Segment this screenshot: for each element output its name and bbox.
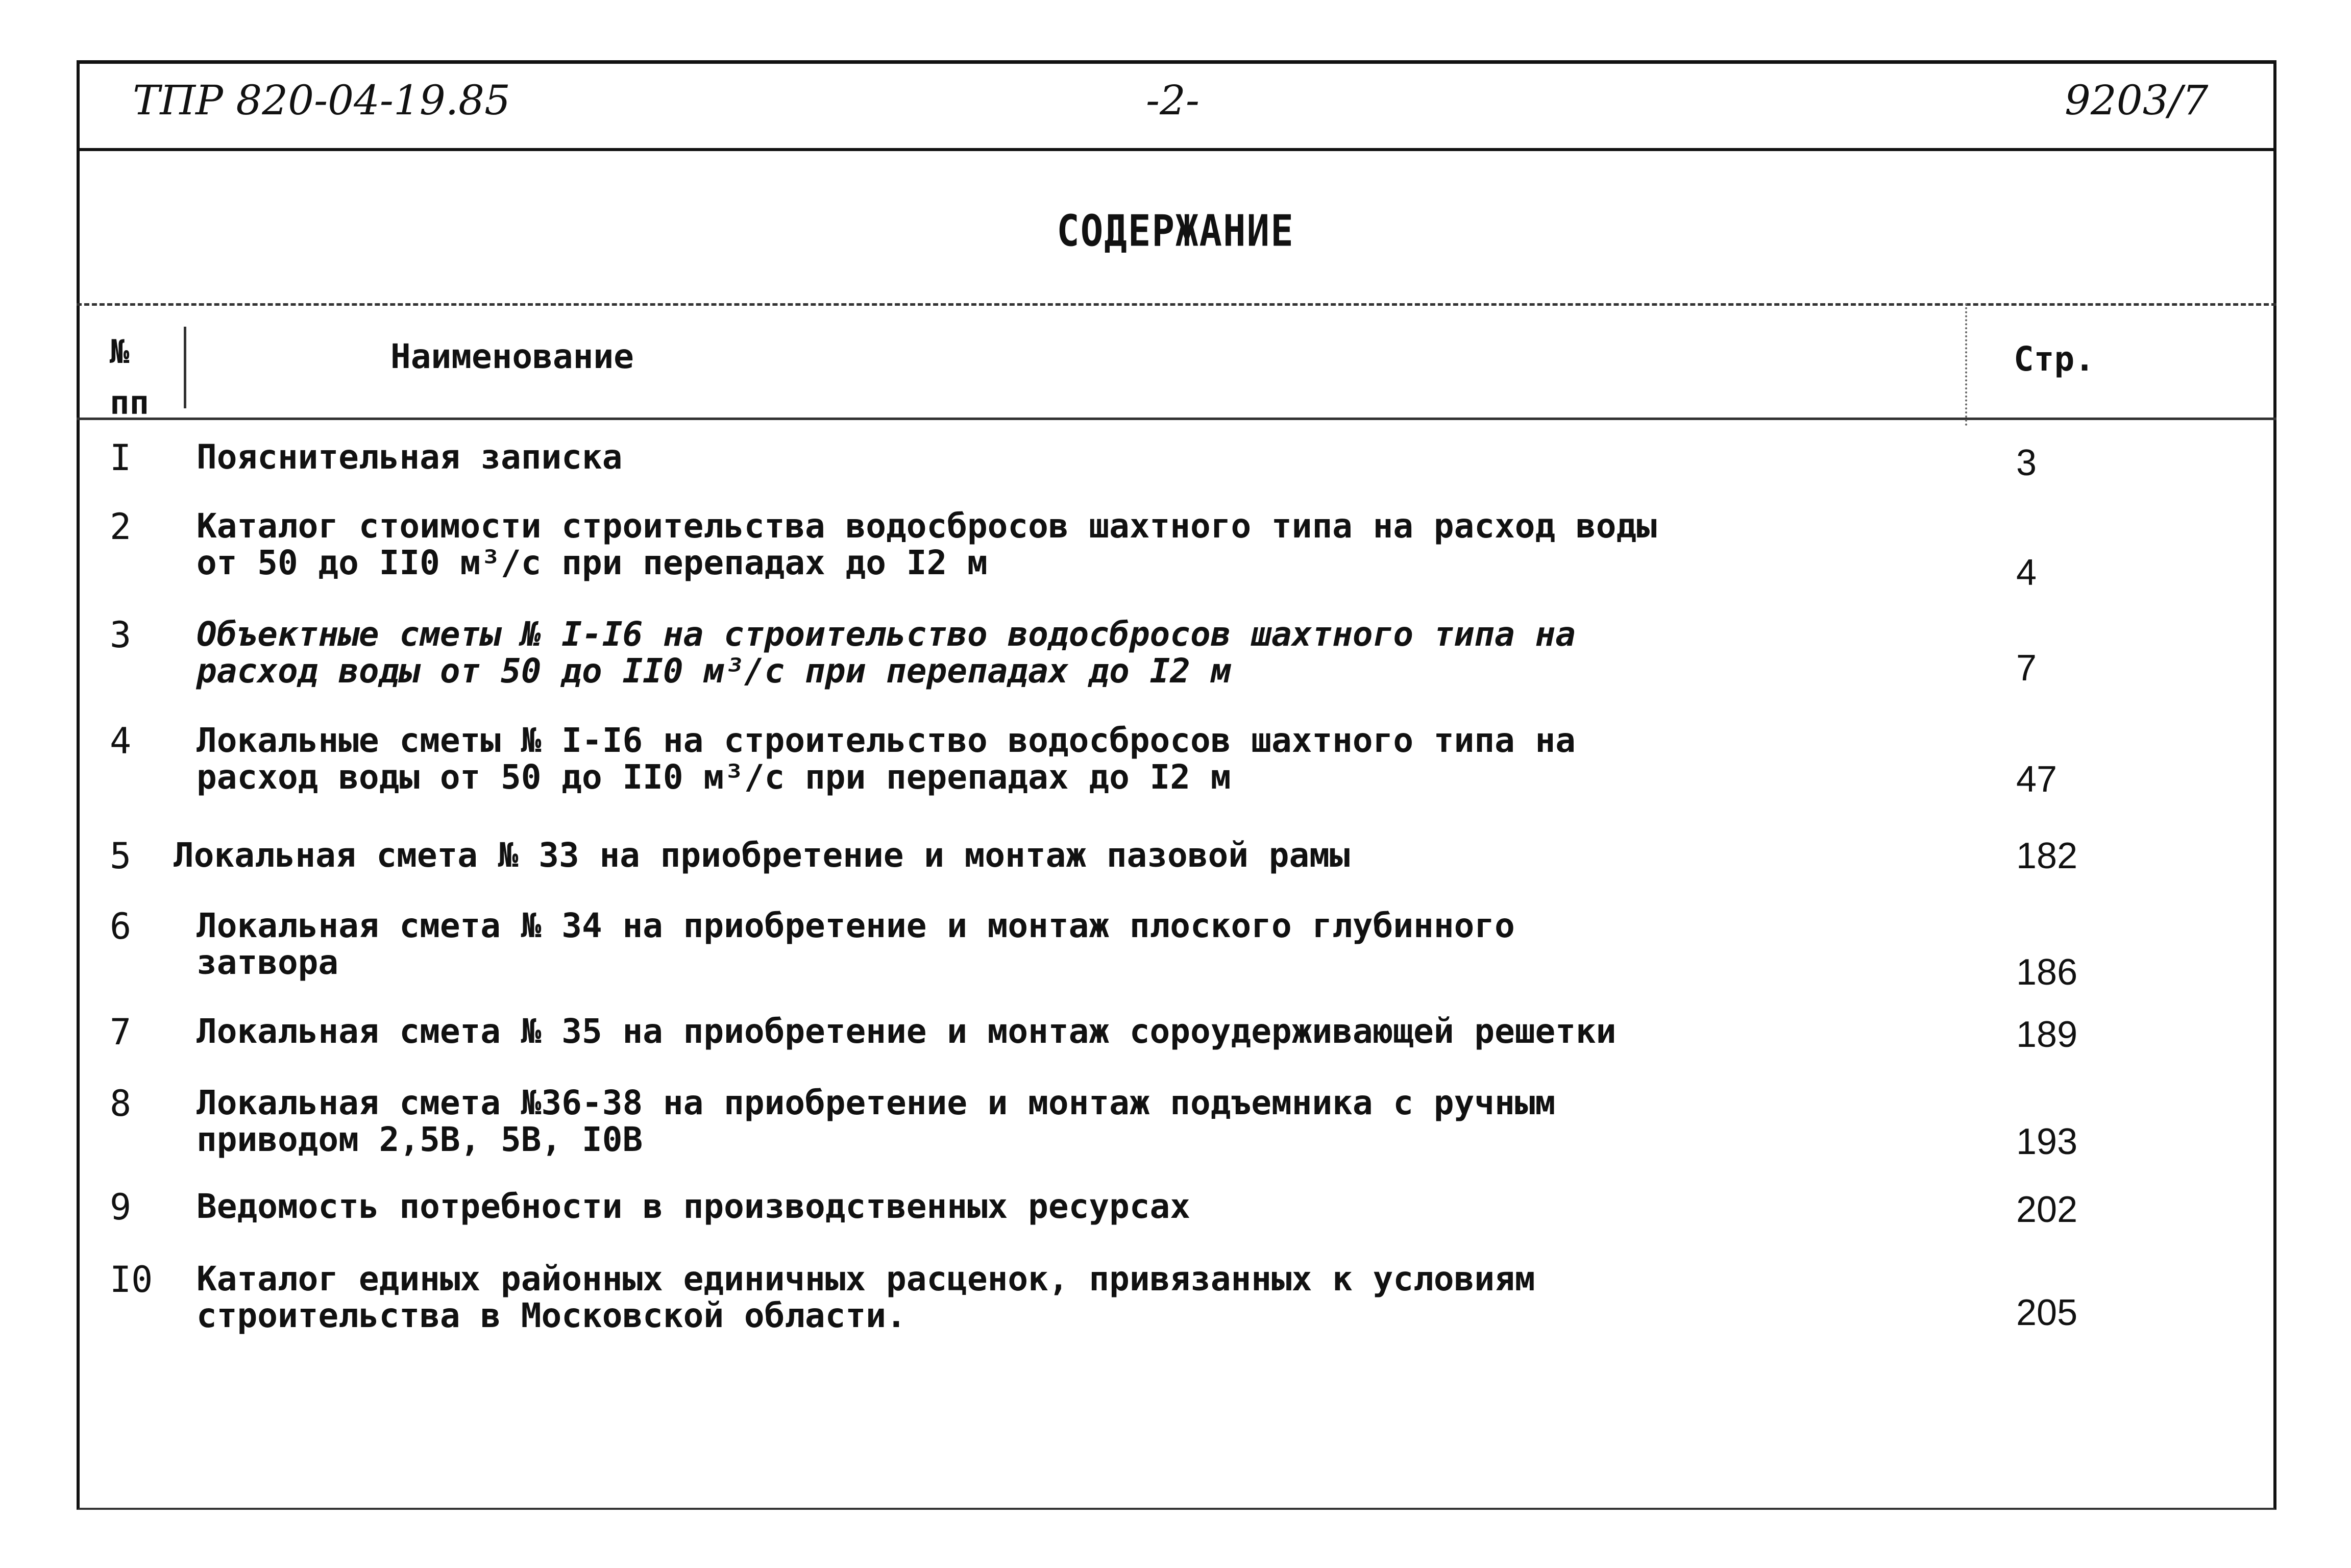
column-header-page: Стр. (2014, 339, 2095, 379)
row-number: 2 (110, 506, 132, 548)
header-divider (77, 148, 2276, 151)
column-separator (1965, 303, 1967, 426)
row-number: 3 (110, 614, 132, 656)
page-number: -2- (1146, 77, 1199, 124)
row-page: 3 (2016, 443, 2037, 483)
row-page: 47 (2016, 759, 2058, 800)
row-page: 193 (2016, 1121, 2078, 1162)
row-title: Объектные сметы № I-I6 на строительство водосбросов шахтного типа на расход воды от 50 до II0 м³/с при перепадах до I2 м (197, 615, 1576, 691)
column-separator (184, 327, 186, 408)
row-title: Локальная смета № 33 на приобретение и монтаж пазовой рамы (174, 836, 1350, 875)
row-title: Локальная смета № 34 на приобретение и монтаж плоского глубинного затвора (197, 906, 1515, 982)
page-title: СОДЕРЖАНИЕ (1057, 206, 1294, 257)
row-number: 6 (110, 905, 132, 947)
row-page: 189 (2016, 1014, 2078, 1055)
row-page: 202 (2016, 1189, 2078, 1230)
column-header-number: № пп (110, 333, 150, 422)
row-title: Локальная смета №36-38 на приобретение и монтаж подъемника с ручным приводом 2,5В, 5В, I0В (197, 1083, 1556, 1159)
row-page: 182 (2016, 836, 2078, 876)
column-header-name: Наименование (390, 337, 634, 376)
row-page: 7 (2016, 648, 2037, 689)
row-number: 8 (110, 1083, 132, 1124)
row-title: Ведомость потребности в производственных ресурсах (197, 1187, 1191, 1226)
row-title: Каталог стоимости строительства водосбросов шахтного типа на расход воды от 50 до II0 м³/с при перепадах до I2 м (197, 506, 1657, 582)
row-number: 9 (110, 1186, 132, 1228)
row-title: Каталог единых районных единичных расценок, привязанных к условиям строительства в Московской области. (197, 1259, 1535, 1335)
table-header-rule (77, 418, 2276, 420)
row-number: 5 (110, 835, 132, 877)
row-number: 7 (110, 1011, 132, 1053)
row-page: 205 (2016, 1292, 2078, 1333)
row-number: I0 (110, 1259, 153, 1301)
inventory-number: 9203/7 (2065, 77, 2209, 124)
row-title: Пояснительная записка (197, 437, 623, 477)
row-title: Локальные сметы № I-I6 на строительство водосбросов шахтного типа на расход воды от 50 до II0 м³/с при перепадах до I2 м (197, 721, 1576, 797)
row-number: I (110, 437, 132, 479)
row-title: Локальная смета № 35 на приобретение и монтаж сороудерживающей решетки (197, 1012, 1617, 1051)
row-number: 4 (110, 720, 132, 762)
row-page: 186 (2016, 952, 2078, 993)
row-page: 4 (2016, 552, 2037, 593)
table-top-rule (77, 303, 2276, 306)
document-code: ТПР 820-04-19.85 (133, 77, 510, 124)
